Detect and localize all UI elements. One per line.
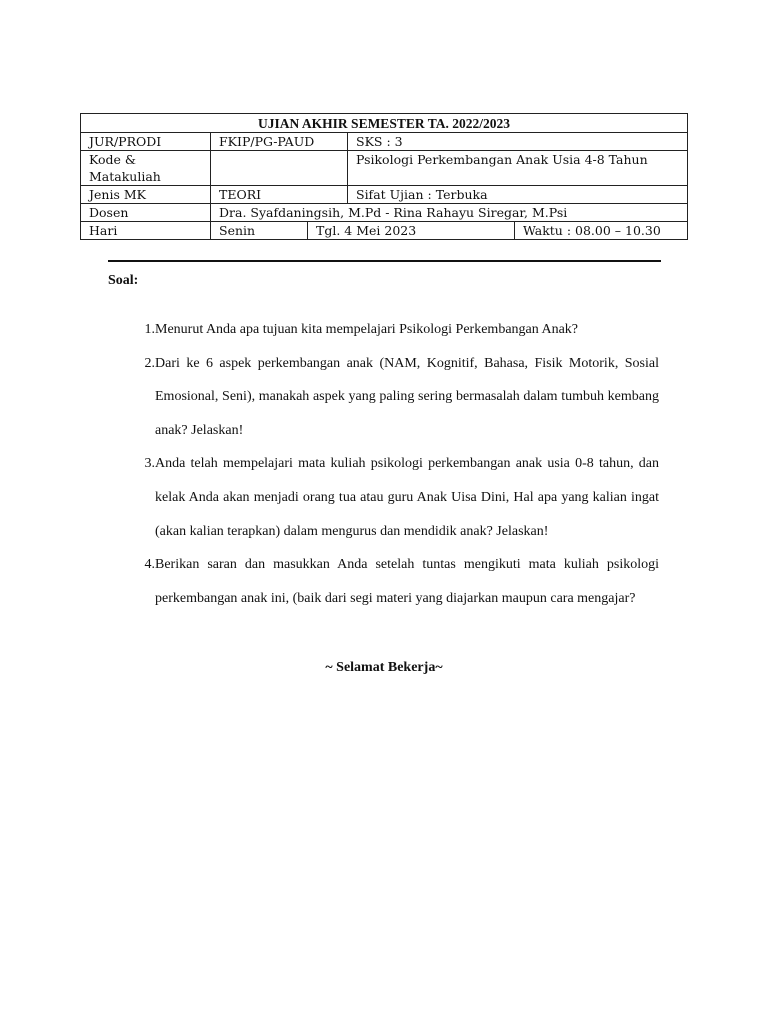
matakuliah-value: Psikologi Perkembangan Anak Usia 4-8 Tahun xyxy=(348,151,688,186)
hari-label: Hari xyxy=(81,222,211,240)
dosen-label: Dosen xyxy=(81,204,211,222)
waktu-value: Waktu : 08.00 – 10.30 xyxy=(515,222,688,240)
question-item xyxy=(108,313,659,347)
exam-header-table xyxy=(80,113,688,240)
question-item xyxy=(108,548,659,615)
soal-heading: Soal: xyxy=(108,273,139,288)
question-list xyxy=(108,313,659,615)
header-title-row xyxy=(81,114,688,133)
closing-text: ~ Selamat Bekerja~ xyxy=(325,660,443,675)
question-number: 3. xyxy=(144,456,155,472)
hari-value: Senin xyxy=(211,222,308,240)
question-text: Dari ke 6 aspek perkembangan anak (NAM, Kognitif, Bahasa, Fisik Motorik, Sosial Emosional, Seni), manakah aspek yang paling sering bermasalah dalam tumbuh kembang anak? Jelaskan! xyxy=(155,355,659,438)
header-row-dosen xyxy=(81,204,688,222)
question-item xyxy=(108,347,659,448)
header-row-jenis xyxy=(81,186,688,204)
question-text: Menurut Anda apa tujuan kita mempelajari Psikologi Perkembangan Anak? xyxy=(155,322,579,337)
question-number: 2. xyxy=(144,355,155,371)
question-number: 4. xyxy=(144,557,155,573)
question-number: 1. xyxy=(144,322,155,337)
kode-value xyxy=(211,151,348,186)
header-row-hari xyxy=(81,222,688,240)
exam-title: UJIAN AKHIR SEMESTER TA. 2022/2023 xyxy=(81,114,688,133)
jenis-mk-value: TEORI xyxy=(211,186,348,204)
sifat-ujian-value: Sifat Ujian : Terbuka xyxy=(348,186,688,204)
prodi-value: FKIP/PG-PAUD xyxy=(211,133,348,151)
header-row-prodi xyxy=(81,133,688,151)
tanggal-value: Tgl. 4 Mei 2023 xyxy=(308,222,515,240)
jenis-mk-label: Jenis MK xyxy=(81,186,211,204)
question-item xyxy=(108,447,659,548)
question-text: Berikan saran dan masukkan Anda setelah tuntas mengikuti mata kuliah psikologi perkembangan anak ini, (baik dari segi materi yang diajarkan maupun cara mengajar? xyxy=(155,557,659,606)
sks-value: SKS : 3 xyxy=(348,133,688,151)
dosen-value: Dra. Syafdaningsih, M.Pd - Rina Rahayu Siregar, M.Psi xyxy=(211,204,688,222)
prodi-label: JUR/PRODI xyxy=(81,133,211,151)
kode-matakuliah-label: Kode & Matakuliah xyxy=(81,151,211,186)
header-row-matakuliah xyxy=(81,151,688,186)
question-text: Anda telah mempelajari mata kuliah psikologi perkembangan anak usia 0-8 tahun, dan kelak Anda akan menjadi orang tua atau guru Anak Uisa Dini, Hal apa yang kalian ingat (akan kalian terapkan) dalam mengurus dan mendidik anak? Jelaskan! xyxy=(155,456,659,539)
separator-line xyxy=(108,260,661,262)
